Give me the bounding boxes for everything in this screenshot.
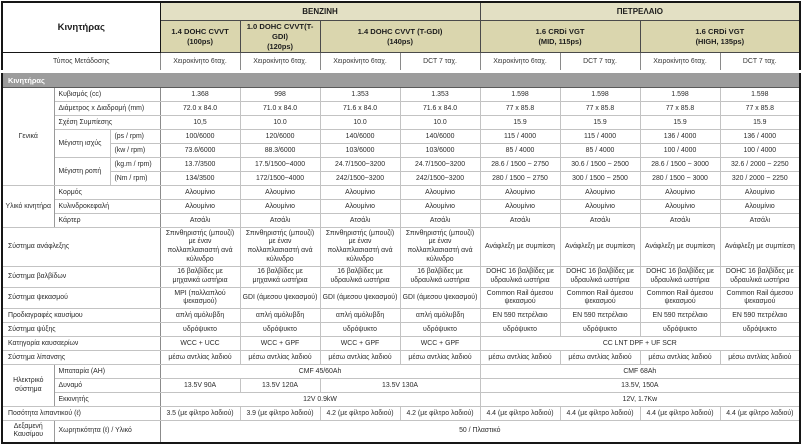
table-row xyxy=(2,365,800,379)
spec-value: υδρόψυκτο xyxy=(480,323,560,337)
spec-value: υδρόψυκτο xyxy=(640,323,720,337)
spec-value: 998 xyxy=(240,88,320,102)
spec-value: Αλουμίνιο xyxy=(160,186,240,200)
spec-value: 100 / 4000 xyxy=(720,144,800,158)
engine-spec-table xyxy=(1,1,801,444)
table-row xyxy=(2,144,800,158)
spec-value: 120/6000 xyxy=(240,130,320,144)
row-group-label: Δεξαμενή Καυσίμου xyxy=(2,421,54,443)
section-label: Προδιαγραφές καυσίμου xyxy=(2,309,160,323)
engine-power: (120ps) xyxy=(267,41,293,51)
engine-col-4 xyxy=(480,21,640,53)
engine-col-3 xyxy=(320,21,480,53)
spec-value: 103/6000 xyxy=(400,144,480,158)
engine-power: (100ps) xyxy=(187,36,213,46)
spec-value: 1.598 xyxy=(720,88,800,102)
spec-value: Αλουμίνιο xyxy=(400,200,480,214)
row-label: Μπαταρία (AH) xyxy=(54,365,160,379)
table-row xyxy=(2,116,800,130)
spec-value: 13.5V 120A xyxy=(240,379,320,393)
spec-value: 1.368 xyxy=(160,88,240,102)
spec-value: Ατσάλι xyxy=(720,214,800,228)
section-label: Σύστημα ανάφλεξης xyxy=(2,228,160,267)
spec-value: EN 590 πετρέλαιο xyxy=(720,309,800,323)
spec-value: Common Rail άμεσου ψεκασμού xyxy=(720,288,800,309)
spec-value: Ατσάλι xyxy=(320,214,400,228)
spec-value: 10.0 xyxy=(400,116,480,130)
section-band-title: Κινητήρας xyxy=(2,72,800,88)
spec-value: 1.598 xyxy=(480,88,560,102)
spec-value: Ατσάλι xyxy=(640,214,720,228)
spec-value: απλή αμόλυβδη xyxy=(240,309,320,323)
spec-value: 85 / 4000 xyxy=(480,144,560,158)
table-row xyxy=(2,186,800,200)
spec-value: 71.6 x 84.0 xyxy=(320,102,400,116)
spec-value: 136 / 4000 xyxy=(720,130,800,144)
spec-value: EN 590 πετρέλαιο xyxy=(640,309,720,323)
spec-value: Αλουμίνιο xyxy=(480,186,560,200)
spec-value: 77 x 85.8 xyxy=(480,102,560,116)
spec-value: Ανάφλεξη με συμπίεση xyxy=(560,228,640,267)
spec-value: WCC + UCC xyxy=(160,337,240,351)
spec-value: 15.9 xyxy=(560,116,640,130)
spec-value: υδρόψυκτο xyxy=(160,323,240,337)
spec-value: DOHC 16 βαλβίδες με υδραυλικά ωστήρια xyxy=(480,266,560,287)
spec-table-body xyxy=(2,88,800,443)
spec-value: Αλουμίνιο xyxy=(640,200,720,214)
spec-value: 85 / 4000 xyxy=(560,144,640,158)
engine-name: 1.6 CRDi VGT xyxy=(695,26,745,36)
table-row xyxy=(2,351,800,365)
spec-value: μέσω αντλίας λαδιού xyxy=(720,351,800,365)
fuel-group-petrol: ΒΕΝΖΙΝΗ xyxy=(160,2,480,21)
row-group-label: Ηλεκτρικό σύστημα xyxy=(2,365,54,407)
spec-value: 3.9 (με φίλτρο λαδιού) xyxy=(240,407,320,421)
spec-value: 320 / 2000 ~ 2250 xyxy=(720,172,800,186)
table-row xyxy=(2,379,800,393)
spec-value: μέσω αντλίας λαδιού xyxy=(560,351,640,365)
table-row xyxy=(2,88,800,102)
row-label: Χωρητικότητα (ℓ) / Υλικό xyxy=(54,421,160,443)
spec-value: 4.4 (με φίλτρο λαδιού) xyxy=(480,407,560,421)
spec-value: 300 / 1500 ~ 2500 xyxy=(560,172,640,186)
spec-value: 72.0 x 84.0 xyxy=(160,102,240,116)
spec-value: 71.0 x 84.0 xyxy=(240,102,320,116)
row-label: Μέγιστη ισχύς xyxy=(54,130,110,158)
spec-value: Ανάφλεξη με συμπίεση xyxy=(640,228,720,267)
engine-name: 1.4 DOHC CVVT (T-GDI) xyxy=(357,26,443,36)
spec-value: 4.4 (με φίλτρο λαδιού) xyxy=(560,407,640,421)
section-band-row xyxy=(2,72,800,88)
spec-value: 77 x 85.8 xyxy=(720,102,800,116)
spec-value: 103/6000 xyxy=(320,144,400,158)
spec-value: 115 / 4000 xyxy=(560,130,640,144)
row-label: Δυναμό xyxy=(54,379,160,393)
engine-col-2 xyxy=(240,21,320,53)
transmission-value: Χειροκίνητο 6ταχ. xyxy=(320,53,400,72)
spec-value: 10,5 xyxy=(160,116,240,130)
spec-value: 4.4 (με φίλτρο λαδιού) xyxy=(640,407,720,421)
spec-value: WCC + GPF xyxy=(400,337,480,351)
engine-power: (MID, 115ps) xyxy=(538,36,582,46)
spec-value: Ανάφλεξη με συμπίεση xyxy=(480,228,560,267)
engine-name: 1.6 CRDi VGT xyxy=(535,26,585,36)
spec-value: DOHC 16 βαλβίδες με υδραυλικά ωστήρια xyxy=(640,266,720,287)
transmission-value: DCT 7 ταχ. xyxy=(560,53,640,72)
transmission-value: Χειροκίνητο 6ταχ. xyxy=(240,53,320,72)
spec-value: υδρόψυκτο xyxy=(560,323,640,337)
spec-value: Αλουμίνιο xyxy=(480,200,560,214)
spec-value: Αλουμίνιο xyxy=(240,200,320,214)
spec-value: Ατσάλι xyxy=(240,214,320,228)
spec-value: Σπινθηριστής (μπουζί) με έναν πολλαπλασιαστή ανά κύλινδρο xyxy=(320,228,400,267)
spec-value: μέσω αντλίας λαδιού xyxy=(640,351,720,365)
spec-value: Σπινθηριστής (μπουζί) με έναν πολλαπλασιαστή ανά κύλινδρο xyxy=(240,228,320,267)
row-label: Κυλινδροκεφαλή xyxy=(54,200,160,214)
spec-value: 15.9 xyxy=(480,116,560,130)
spec-value: 100 / 4000 xyxy=(640,144,720,158)
table-row xyxy=(2,288,800,309)
section-label: Σύστημα λίπανσης xyxy=(2,351,160,365)
spec-value: 28.6 / 1500 ~ 2750 xyxy=(480,158,560,172)
row-label: Διάμετρος x Διαδρομή (mm) xyxy=(54,102,160,116)
spec-value: Αλουμίνιο xyxy=(320,200,400,214)
spec-value: 4.2 (με φίλτρο λαδιού) xyxy=(400,407,480,421)
table-row xyxy=(2,172,800,186)
spec-value: 242/1500~3200 xyxy=(400,172,480,186)
transmission-row xyxy=(2,53,800,72)
spec-value: 13.5V 130A xyxy=(320,379,480,393)
spec-value: μέσω αντλίας λαδιού xyxy=(480,351,560,365)
spec-value: υδρόψυκτο xyxy=(400,323,480,337)
spec-value: 140/6000 xyxy=(400,130,480,144)
row-label: Μέγιστη ροπή xyxy=(54,158,110,186)
spec-value: 100/6000 xyxy=(160,130,240,144)
engine-name: 1.0 DOHC CVVT(T-GDI) xyxy=(246,22,314,41)
table-corner-title: Κινητήρας xyxy=(2,2,160,53)
spec-value: μέσω αντλίας λαδιού xyxy=(160,351,240,365)
transmission-value: Χειροκίνητο 6ταχ. xyxy=(640,53,720,72)
spec-value: 115 / 4000 xyxy=(480,130,560,144)
spec-value: Σπινθηριστής (μπουζί) με έναν πολλαπλασιαστή ανά κύλινδρο xyxy=(160,228,240,267)
engine-col-1 xyxy=(160,21,240,53)
table-row xyxy=(2,228,800,267)
spec-value: 1.598 xyxy=(640,88,720,102)
spec-value: Αλουμίνιο xyxy=(560,200,640,214)
spec-value: CMF 68Ah xyxy=(480,365,800,379)
spec-value: Σπινθηριστής (μπουζί) με έναν πολλαπλασιαστή ανά κύλινδρο xyxy=(400,228,480,267)
spec-value: Common Rail άμεσου ψεκασμού xyxy=(560,288,640,309)
table-row xyxy=(2,407,800,421)
spec-value: απλή αμόλυβδη xyxy=(400,309,480,323)
spec-value: 13.5V, 150A xyxy=(480,379,800,393)
spec-value: DOHC 16 βαλβίδες με υδραυλικά ωστήρια xyxy=(720,266,800,287)
spec-value: υδρόψυκτο xyxy=(240,323,320,337)
engine-power: (HIGH, 135ps) xyxy=(695,36,745,46)
transmission-value: Χειροκίνητο 6ταχ. xyxy=(480,53,560,72)
spec-value: 24.7/1500~3200 xyxy=(400,158,480,172)
spec-value: EN 590 πετρέλαιο xyxy=(560,309,640,323)
spec-value: Common Rail άμεσου ψεκασμού xyxy=(640,288,720,309)
spec-value: 32.6 / 2000 ~ 2250 xyxy=(720,158,800,172)
spec-value: 1.353 xyxy=(400,88,480,102)
spec-value: Αλουμίνιο xyxy=(320,186,400,200)
spec-value: 77 x 85.8 xyxy=(560,102,640,116)
spec-value: 71.6 x 84.0 xyxy=(400,102,480,116)
spec-value: μέσω αντλίας λαδιού xyxy=(240,351,320,365)
spec-value: 172/1500~4000 xyxy=(240,172,320,186)
spec-value: 134/3500 xyxy=(160,172,240,186)
spec-value: MPI (πολλαπλού ψεκασμού) xyxy=(160,288,240,309)
transmission-value: DCT 7 ταχ. xyxy=(720,53,800,72)
spec-value: 10.0 xyxy=(320,116,400,130)
spec-value: απλή αμόλυβδη xyxy=(160,309,240,323)
transmission-value: DCT 7 ταχ. xyxy=(400,53,480,72)
spec-value: Ατσάλι xyxy=(480,214,560,228)
spec-value: 16 βαλβίδες με υδραυλικά ωστήρια xyxy=(320,266,400,287)
spec-value: 13.5V 90A xyxy=(160,379,240,393)
row-sublabel: (kw / rpm) xyxy=(110,144,160,158)
spec-value: Αλουμίνιο xyxy=(160,200,240,214)
spec-value: 16 βαλβίδες με μηχανικά ωστήρια xyxy=(160,266,240,287)
section-label: Ποσότητα λιπαντικού (ℓ) xyxy=(2,407,160,421)
spec-value: 136 / 4000 xyxy=(640,130,720,144)
spec-value: EN 590 πετρέλαιο xyxy=(480,309,560,323)
section-label: Κατηγορία καυσαερίων xyxy=(2,337,160,351)
spec-value: CMF 45/60Ah xyxy=(160,365,480,379)
spec-value: Ατσάλι xyxy=(400,214,480,228)
spec-value: GDI (άμεσου ψεκασμού) xyxy=(320,288,400,309)
spec-value: 280 / 1500 ~ 3000 xyxy=(640,172,720,186)
row-sublabel: (ps / rpm) xyxy=(110,130,160,144)
spec-value: 4.2 (με φίλτρο λαδιού) xyxy=(320,407,400,421)
row-label: Κάρτερ xyxy=(54,214,160,228)
fuel-type-header-row xyxy=(2,2,800,21)
spec-value: Αλουμίνιο xyxy=(560,186,640,200)
table-row xyxy=(2,158,800,172)
spec-value: υδρόψυκτο xyxy=(720,323,800,337)
row-group-label: Γενικά xyxy=(2,88,54,186)
spec-value: 28.6 / 1500 ~ 3000 xyxy=(640,158,720,172)
spec-value: 12V 0.9kW xyxy=(160,393,480,407)
spec-value: υδρόψυκτο xyxy=(320,323,400,337)
row-group-label: Υλικό κινητήρα xyxy=(2,186,54,228)
section-label: Σύστημα βαλβίδων xyxy=(2,266,160,287)
spec-value: 16 βαλβίδες με υδραυλικά ωστήρια xyxy=(400,266,480,287)
spec-value: Αλουμίνιο xyxy=(720,200,800,214)
section-label: Σύστημα ψύξης xyxy=(2,323,160,337)
spec-value: 140/6000 xyxy=(320,130,400,144)
fuel-group-diesel: ΠΕΤΡΕΛΑΙΟ xyxy=(480,2,800,21)
spec-value: απλή αμόλυβδη xyxy=(320,309,400,323)
spec-value: Αλουμίνιο xyxy=(400,186,480,200)
engine-col-5 xyxy=(640,21,800,53)
spec-value: 73.6/6000 xyxy=(160,144,240,158)
row-label: Κυβισμός (cc) xyxy=(54,88,160,102)
engine-power: (140ps) xyxy=(387,36,413,46)
table-row xyxy=(2,309,800,323)
spec-value: 30.6 / 1500 ~ 2500 xyxy=(560,158,640,172)
spec-value: 15.9 xyxy=(720,116,800,130)
table-row xyxy=(2,200,800,214)
spec-value: 1.353 xyxy=(320,88,400,102)
spec-value: 280 / 1500 ~ 2750 xyxy=(480,172,560,186)
table-row xyxy=(2,393,800,407)
table-row xyxy=(2,214,800,228)
table-row xyxy=(2,337,800,351)
spec-value: 50 / Πλαστικό xyxy=(160,421,800,443)
table-row xyxy=(2,421,800,443)
spec-value: 242/1500~3200 xyxy=(320,172,400,186)
table-row xyxy=(2,130,800,144)
spec-value: 77 x 85.8 xyxy=(640,102,720,116)
spec-value: 88.3/6000 xyxy=(240,144,320,158)
spec-value: μέσω αντλίας λαδιού xyxy=(320,351,400,365)
spec-value: 4.4 (με φίλτρο λαδιού) xyxy=(720,407,800,421)
table-row xyxy=(2,266,800,287)
spec-value: 10.0 xyxy=(240,116,320,130)
spec-value: 1.598 xyxy=(560,88,640,102)
spec-value: μέσω αντλίας λαδιού xyxy=(400,351,480,365)
transmission-value: Χειροκίνητο 6ταχ. xyxy=(160,53,240,72)
transmission-label: Τύπος Μετάδοσης xyxy=(2,53,160,72)
spec-value: Ατσάλι xyxy=(560,214,640,228)
spec-value: Αλουμίνιο xyxy=(720,186,800,200)
spec-value: DOHC 16 βαλβίδες με υδραυλικά ωστήρια xyxy=(560,266,640,287)
row-label: Σχέση Συμπίεσης xyxy=(54,116,160,130)
spec-value: 13.7/3500 xyxy=(160,158,240,172)
spec-value: GDI (άμεσου ψεκασμού) xyxy=(400,288,480,309)
spec-value: 16 βαλβίδες με μηχανικά ωστήρια xyxy=(240,266,320,287)
table-row xyxy=(2,102,800,116)
row-label: Εκκινητής xyxy=(54,393,160,407)
section-label: Σύστημα ψεκασμού xyxy=(2,288,160,309)
spec-value: Ατσάλι xyxy=(160,214,240,228)
table-row xyxy=(2,323,800,337)
row-sublabel: (Nm / rpm) xyxy=(110,172,160,186)
engine-name: 1.4 DOHC CVVT xyxy=(171,26,229,36)
spec-value: Common Rail άμεσου ψεκασμού xyxy=(480,288,560,309)
spec-value: 15.9 xyxy=(640,116,720,130)
spec-value: 17.5/1500~4000 xyxy=(240,158,320,172)
row-sublabel: (kg.m / rpm) xyxy=(110,158,160,172)
spec-value: Αλουμίνιο xyxy=(640,186,720,200)
spec-value: WCC + GPF xyxy=(240,337,320,351)
spec-value: GDI (άμεσου ψεκασμού) xyxy=(240,288,320,309)
spec-value: 3.5 (με φίλτρο λαδιού) xyxy=(160,407,240,421)
spec-value: CC LNT DPF + UF SCR xyxy=(480,337,800,351)
spec-value: 24.7/1500~3200 xyxy=(320,158,400,172)
spec-value: Αλουμίνιο xyxy=(240,186,320,200)
spec-value: Ανάφλεξη με συμπίεση xyxy=(720,228,800,267)
spec-value: WCC + GPF xyxy=(320,337,400,351)
row-label: Κορμός xyxy=(54,186,160,200)
spec-value: 12V, 1.7Kw xyxy=(480,393,800,407)
